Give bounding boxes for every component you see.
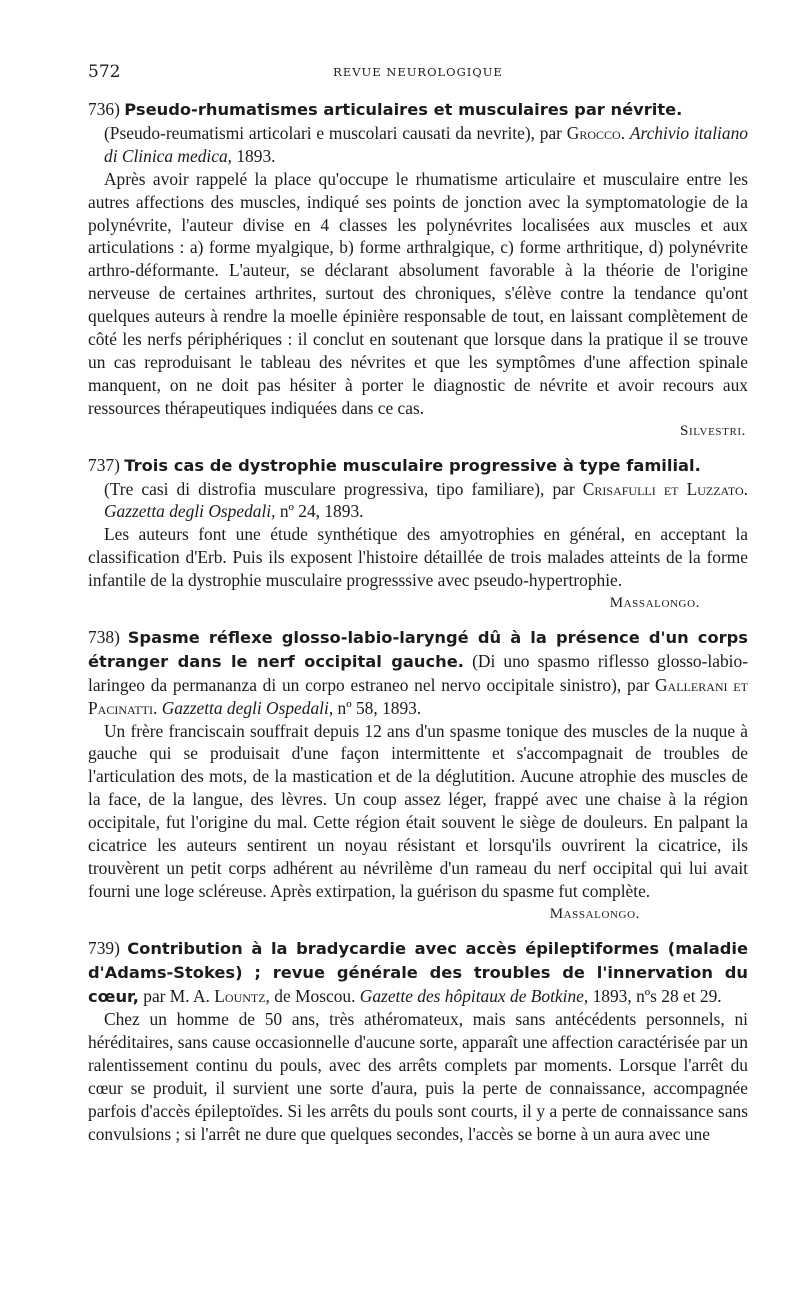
entry-author: Grocco.: [566, 122, 626, 143]
entry-translation: (Tre casi di distrofia musculare progressiva, tipo familiare), par: [104, 478, 575, 499]
entry-heading: [88, 98, 748, 122]
entry-signature: Massalongo.: [549, 905, 640, 922]
entry-ref: nº 24, 1893.: [279, 501, 364, 522]
page-content: [88, 98, 748, 1157]
page-number: 572: [88, 62, 121, 82]
entry-heading: [88, 626, 748, 720]
entry-title: Contribution à la bradycardie avec accès épileptiformes (maladie d'Adams-Stokes) ; revue générale des troubles de l'innervation du cœur,: [88, 938, 748, 1006]
entry-ref: 1893, nºs 28 et 29.: [592, 985, 722, 1006]
entry-reference: [88, 478, 748, 524]
entry-ref: nº 58, 1893.: [337, 697, 422, 718]
entry-reference: [88, 122, 748, 168]
entry-number: 738): [88, 626, 120, 647]
entry-title: Spasme réflexe glosso-labio-laryngé dû à la présence d'un corps étranger dans le nerf occipital gauche.: [88, 627, 748, 671]
abstract-entry-738: [88, 626, 748, 926]
entry-number: 736): [88, 99, 120, 119]
running-title: REVUE NEUROLOGIQUE: [333, 65, 503, 79]
entry-author: Crisafulli et Luzzato.: [582, 478, 748, 499]
entry-author: Gallerani et Pacinatti.: [88, 674, 748, 718]
entry-body: Après avoir rappelé la place qu'occupe le rhumatisme articulaire et musculaire entre les autres affections des muscles, indiqué ses points de jonction avec la symptomatologie de la polynévrite, l'auteur divise en 4 classes les polynévrites localisées aux muscles et aux articulations : a) forme myalgique, b) forme arthralgique, c) forme arthritique, d) polynévrite arthro-déformante. L'auteur, se déclarant absolument favorable à la théorie de l'origine nerveuse de certaines arthrites, surtout des chroniques, s'élève contre la tendance qu'ont quelques auteurs à rendre la moelle épinière responsable de tout, en laissant complètement de côté les nerfs périphériques : il conclut en soutenant que lorsque dans la pratique il se trouve un cas reproduisant le tableau des névrites et que les symptômes d'une affection spinale manquent, on ne doit pas hésiter à porter le diagnostic de névrite et avoir recours aux ressources thérapeutiques indiquées dans ce cas.: [88, 168, 748, 418]
page-header: [88, 62, 748, 86]
entry-number: 739): [88, 937, 120, 958]
entry-heading: [88, 454, 748, 478]
abstract-entry-739: [88, 937, 748, 1146]
entry-signature: Silvestri.: [680, 422, 746, 439]
entry-body: Chez un homme de 50 ans, très athéromateux, mais sans antécédents personnels, ni héréditaires, sans cause occasionnelle d'aucune sorte, apparaît une affection caractérisée par un ralentissement continu du pouls, avec des arrêts complets par moments. Lorsque l'arrêt du cœur se produit, il survient une sorte d'aura, puis la perte de connaissance, accompagnée parfois d'accès épileptoïdes. Si les arrêts du pouls sont courts, il y a perte de connaissance sans convulsions ; si l'arrêt ne dure que quelques secondes, l'accès se borne à un aura avec une: [88, 1009, 748, 1144]
entry-heading: [88, 937, 748, 1009]
entry-body: Un frère franciscain souffrait depuis 12 ans d'un spasme tonique des muscles de la nuque à gauche qui se produisait d'une façon intermittente et s'accompagnait de troubles de l'articulation des mots, de la mastication et de la déglutition. Aucune atrophie des muscles de la face, de la langue, des lèvres. Un coup assez léger, frappé avec une chaise à la région occipitale, fut l'origine du mal. Cette région était souvent le siège de douleurs. En palpant la cicatrice les auteurs sentirent un noyau résistant et lorsqu'ils ouvrirent la cicatrice, ils trouvèrent un petit corps adhérent au névrilème d'un rameau du nerf occipital qui lui avait fourni une loge scléreuse. Après extirpation, la guérison du spasme fut complète.: [88, 720, 748, 901]
abstract-entry-736: [88, 98, 748, 443]
entry-journal: Gazzetta degli Ospedali,: [104, 501, 276, 522]
entry-author: Lountz,: [214, 985, 270, 1006]
entry-number: 737): [88, 454, 120, 475]
entry-journal: Gazzetta degli Ospedali,: [161, 697, 334, 718]
entry-journal: Archivio italiano di Clinica medica,: [104, 122, 748, 166]
entry-place: de Moscou.: [274, 985, 356, 1006]
entry-ref: 1893.: [236, 145, 276, 166]
entry-title: Trois cas de dystrophie musculaire progressive à type familial.: [124, 455, 701, 475]
entry-signature: Massalongo.: [609, 595, 700, 612]
entry-translation: (Pseudo-reumatismi articolari e muscolari causati da nevrite), par: [104, 122, 562, 143]
entry-translation: par M. A.: [143, 985, 210, 1006]
abstract-entry-737: [88, 454, 748, 615]
entry-title: Pseudo-rhumatismes articulaires et musculaires par névrite.: [124, 100, 683, 119]
entry-journal: Gazette des hôpitaux de Botkine,: [359, 985, 589, 1006]
entry-translation: (Di uno spasmo riflesso glosso-labio-laringeo da permananza di un corpo estraneo nel nervo occipitale sinistro), par: [88, 650, 748, 695]
entry-body: Les auteurs font une étude synthétique des amyotrophies en général, en acceptant la classification d'Erb. Puis ils exposent l'histoire détaillée de trois malades atteints de la forme infantile de la dystrophie musculaire progresssive avec pseudo-hypertrophie.: [88, 524, 748, 591]
